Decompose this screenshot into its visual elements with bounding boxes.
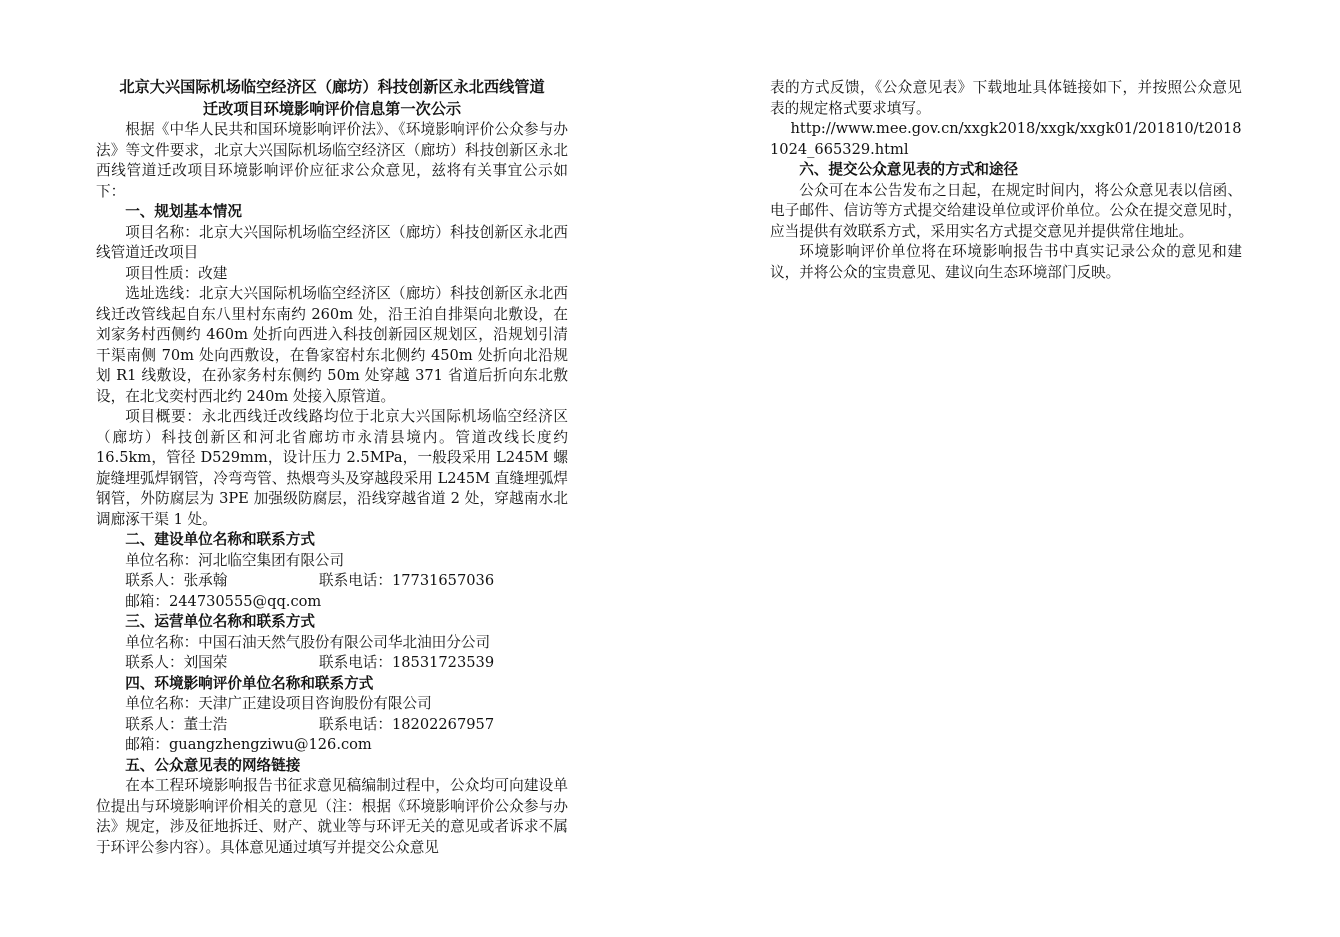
construction-email: 邮箱：244730555@qq.com bbox=[125, 592, 322, 610]
eia-contact-person: 联系人：董士浩 bbox=[125, 715, 228, 733]
document-title bbox=[96, 76, 568, 120]
public-opinion-form-link: http://www.mee.gov.cn/xxgk2018/xxgk/xxgk01/201810/t20181024_665329.html bbox=[770, 120, 1242, 158]
eia-contact-phone: 联系电话：18202267957 bbox=[319, 715, 495, 733]
construction-contact-person: 联系人：张承翰 bbox=[125, 572, 228, 589]
construction-contact-row bbox=[96, 571, 568, 592]
right-column bbox=[770, 78, 1242, 283]
operating-unit-name: 单位名称：中国石油天然气股份有限公司华北油田分公司 bbox=[125, 633, 491, 651]
project-nature: 项目性质：改建 bbox=[125, 264, 228, 282]
intro-paragraph: 根据《中华人民共和国环境影响评价法》、《环境影响评价公众参与办法》等文件要求，北京大兴国际机场临空经济区（廊坊）科技创新区永北西线管道迁改项目环境影响评价应征求公众意见，兹将有关事宜公示如下： bbox=[96, 121, 568, 200]
operating-contact-phone: 联系电话：18531723539 bbox=[319, 654, 495, 671]
section-2-heading: 二、建设单位名称和联系方式 bbox=[125, 531, 315, 548]
operating-contact-person: 联系人：刘国荣 bbox=[125, 654, 228, 671]
eia-contact-row bbox=[96, 715, 568, 736]
section-6-paragraph-1: 公众可在本公告发布之日起，在规定时间内，将公众意见表以信函、电子邮件、信访等方式提交给建设单位或评价单位。公众在提交意见时，应当提供有效联系方式，采用实名方式提交意见并提供常住地址。 bbox=[770, 181, 1242, 240]
eia-unit-name: 单位名称：天津广正建设项目咨询股份有限公司 bbox=[125, 695, 432, 712]
eia-email: 邮箱：guangzhengziwu@126.com bbox=[125, 736, 372, 753]
project-route: 选址选线：北京大兴国际机场临空经济区（廊坊）科技创新区永北西线迁改管线起自东八里村东南约 260m 处，沿王泊自排渠向北敷设，在刘家务村西侧约 460m 处折向西进入科技创新园区规划区，沿规划引清干渠南侧 70m 处向西敷设，在鲁家窑村东北侧约 450m 处折向北沿规划 R1 线敷设，在孙家务村东侧约 50m 处穿越 371 省道后折向东北敷设，在北戈奕村西北约 240m 处接入原管道。 bbox=[96, 285, 568, 405]
section-5-text-part1: 在本工程环境影响报告书征求意见稿编制过程中，公众均可向建设单位提出与环境影响评价相关的意见（注：根据《环境影响评价公众参与办法》规定，涉及征地拆迁、财产、就业等与环评无关的意见或者诉求不属于环评公参内容）。具体意见通过填写并提交公众意见 bbox=[96, 777, 568, 856]
section-1-heading: 一、规划基本情况 bbox=[125, 203, 242, 220]
construction-unit-name: 单位名称：河北临空集团有限公司 bbox=[125, 551, 345, 569]
section-5-heading: 五、公众意见表的网络链接 bbox=[125, 756, 301, 774]
project-name: 项目名称：北京大兴国际机场临空经济区（廊坊）科技创新区永北西线管道迁改项目 bbox=[96, 223, 568, 261]
left-column bbox=[96, 76, 568, 858]
section-5-text-part2: 表的方式反馈，《公众意见表》下载地址具体链接如下，并按照公众意见表的规定格式要求填写。 bbox=[770, 79, 1242, 117]
title-line-1: 北京大兴国际机场临空经济区（廊坊）科技创新区永北西线管道 bbox=[119, 78, 545, 96]
operating-contact-row bbox=[96, 653, 568, 674]
section-4-heading: 四、环境影响评价单位名称和联系方式 bbox=[125, 674, 374, 692]
section-6-paragraph-2: 环境影响评价单位将在环境影响报告书中真实记录公众的意见和建议，并将公众的宝贵意见、建议向生态环境部门反映。 bbox=[770, 243, 1242, 281]
title-line-2: 迁改项目环境影响评价信息第一次公示 bbox=[202, 100, 462, 118]
project-overview: 项目概要：永北西线迁改线路均位于北京大兴国际机场临空经济区（廊坊）科技创新区和河北省廊坊市永清县境内。管道改线长度约 16.5km，管径 D529mm，设计压力 2.5MPa，一般段采用 L245M 螺旋缝埋弧焊钢管，冷弯弯管、热煨弯头及穿越段采用 L245M 直缝埋弧焊钢管，外防腐层为 3PE 加强级防腐层，沿线穿越省道 2 处，穿越南水北调廊涿干渠 1 处。 bbox=[96, 408, 568, 528]
section-3-heading: 三、运营单位名称和联系方式 bbox=[125, 613, 315, 630]
construction-contact-phone: 联系电话：17731657036 bbox=[319, 572, 495, 589]
section-6-heading: 六、提交公众意见表的方式和途径 bbox=[799, 161, 1019, 178]
